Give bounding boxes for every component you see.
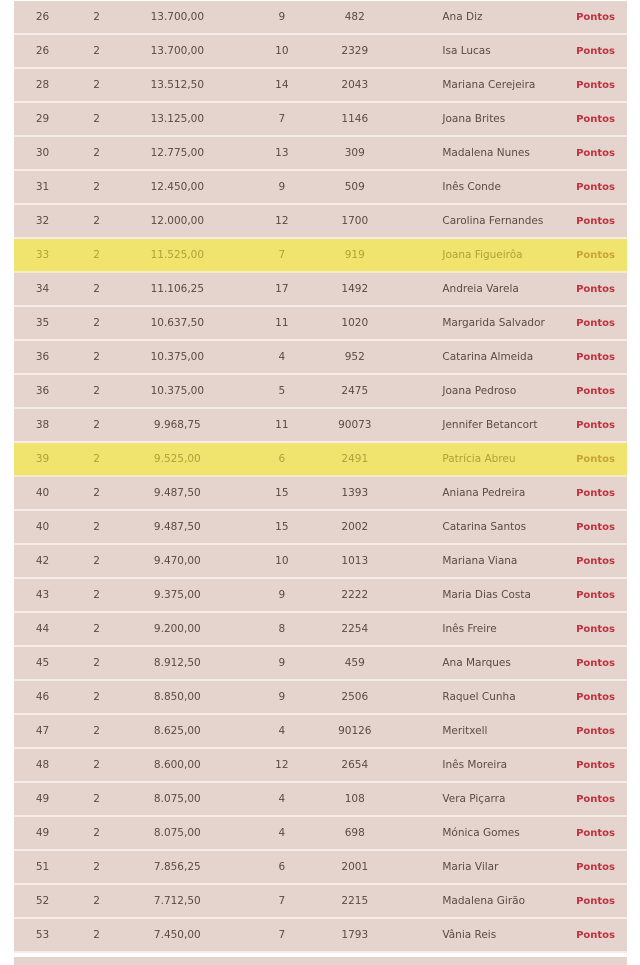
- table-row: [14, 851, 627, 885]
- points-value: 9.968,75: [122, 409, 232, 443]
- points-link-cell: [576, 919, 627, 953]
- tournaments-count: 17: [233, 273, 332, 307]
- points-link-cell: [576, 511, 627, 545]
- ranking-table: [14, 1, 627, 953]
- next-row-partial: [14, 957, 627, 965]
- tournaments-count: 10: [233, 35, 332, 69]
- player-name: Maria Dias Costa: [378, 579, 576, 613]
- points-link-cell: [576, 783, 627, 817]
- tournaments-count: 9: [233, 171, 332, 205]
- category-level: 2: [71, 545, 122, 579]
- player-name: Inês Conde: [378, 171, 576, 205]
- table-row: [14, 579, 627, 613]
- table-row: [14, 103, 627, 137]
- points-link[interactable]: Pontos: [576, 181, 615, 193]
- table-row: [14, 35, 627, 69]
- points-link[interactable]: Pontos: [576, 79, 615, 91]
- tournaments-count: 5: [233, 375, 332, 409]
- points-value: 13.700,00: [122, 1, 232, 35]
- player-id: 108: [331, 783, 378, 817]
- points-value: 8.912,50: [122, 647, 232, 681]
- category-level: 2: [71, 307, 122, 341]
- player-id: 698: [331, 817, 378, 851]
- points-link[interactable]: Pontos: [576, 487, 615, 499]
- points-link-cell: [576, 409, 627, 443]
- rank-position: 51: [14, 851, 71, 885]
- table-row: [14, 307, 627, 341]
- points-value: 12.450,00: [122, 171, 232, 205]
- category-level: 2: [71, 919, 122, 953]
- player-id: 1793: [331, 919, 378, 953]
- rank-position: 30: [14, 137, 71, 171]
- tournaments-count: 4: [233, 715, 332, 749]
- category-level: 2: [71, 273, 122, 307]
- ranking-table-body: [14, 1, 627, 953]
- points-link-cell: [576, 375, 627, 409]
- tournaments-count: 7: [233, 885, 332, 919]
- category-level: 2: [71, 749, 122, 783]
- rank-position: 34: [14, 273, 71, 307]
- rank-position: 32: [14, 205, 71, 239]
- category-level: 2: [71, 35, 122, 69]
- points-link[interactable]: Pontos: [576, 929, 615, 941]
- player-id: 2475: [331, 375, 378, 409]
- rank-position: 29: [14, 103, 71, 137]
- category-level: 2: [71, 647, 122, 681]
- points-link[interactable]: Pontos: [576, 215, 615, 227]
- points-link-cell: [576, 137, 627, 171]
- player-id: 2491: [331, 443, 378, 477]
- table-row-highlighted: [14, 239, 627, 273]
- points-value: 9.487,50: [122, 477, 232, 511]
- points-value: 8.625,00: [122, 715, 232, 749]
- points-link[interactable]: Pontos: [576, 453, 615, 465]
- player-id: 2329: [331, 35, 378, 69]
- points-value: 11.106,25: [122, 273, 232, 307]
- category-level: 2: [71, 681, 122, 715]
- points-link[interactable]: Pontos: [576, 521, 615, 533]
- tournaments-count: 12: [233, 749, 332, 783]
- player-name: Jennifer Betancort: [378, 409, 576, 443]
- category-level: 2: [71, 817, 122, 851]
- player-id: 2215: [331, 885, 378, 919]
- table-row: [14, 171, 627, 205]
- rank-position: 35: [14, 307, 71, 341]
- points-link-cell: [576, 171, 627, 205]
- points-value: 9.470,00: [122, 545, 232, 579]
- points-link-cell: [576, 749, 627, 783]
- category-level: 2: [71, 69, 122, 103]
- points-link[interactable]: Pontos: [576, 725, 615, 737]
- player-name: Carolina Fernandes: [378, 205, 576, 239]
- table-row: [14, 205, 627, 239]
- player-name: Mariana Cerejeira: [378, 69, 576, 103]
- player-id: 482: [331, 1, 378, 35]
- player-name: Joana Pedroso: [378, 375, 576, 409]
- player-name: Catarina Santos: [378, 511, 576, 545]
- points-value: 9.200,00: [122, 613, 232, 647]
- category-level: 2: [71, 477, 122, 511]
- player-id: 919: [331, 239, 378, 273]
- points-link[interactable]: Pontos: [576, 657, 615, 669]
- points-value: 10.637,50: [122, 307, 232, 341]
- rank-position: 36: [14, 375, 71, 409]
- points-link[interactable]: Pontos: [576, 623, 615, 635]
- points-link-cell: [576, 545, 627, 579]
- points-value: 9.525,00: [122, 443, 232, 477]
- tournaments-count: 6: [233, 851, 332, 885]
- points-link[interactable]: Pontos: [576, 895, 615, 907]
- tournaments-count: 4: [233, 341, 332, 375]
- player-name: Andreia Varela: [378, 273, 576, 307]
- rank-position: 43: [14, 579, 71, 613]
- category-level: 2: [71, 443, 122, 477]
- points-link[interactable]: Pontos: [576, 317, 615, 329]
- tournaments-count: 10: [233, 545, 332, 579]
- player-id: 2002: [331, 511, 378, 545]
- rank-position: 39: [14, 443, 71, 477]
- category-level: 2: [71, 885, 122, 919]
- table-row: [14, 783, 627, 817]
- table-row: [14, 647, 627, 681]
- category-level: 2: [71, 137, 122, 171]
- player-id: 2254: [331, 613, 378, 647]
- points-value: 7.712,50: [122, 885, 232, 919]
- player-name: Vera Piçarra: [378, 783, 576, 817]
- table-row: [14, 715, 627, 749]
- tournaments-count: 9: [233, 1, 332, 35]
- points-link-cell: [576, 477, 627, 511]
- rank-position: 52: [14, 885, 71, 919]
- tournaments-count: 15: [233, 511, 332, 545]
- points-value: 8.850,00: [122, 681, 232, 715]
- table-row: [14, 613, 627, 647]
- points-link-cell: [576, 69, 627, 103]
- tournaments-count: 7: [233, 239, 332, 273]
- points-value: 13.700,00: [122, 35, 232, 69]
- points-value: 9.375,00: [122, 579, 232, 613]
- points-link-cell: [576, 273, 627, 307]
- player-name: Isa Lucas: [378, 35, 576, 69]
- category-level: 2: [71, 579, 122, 613]
- rank-position: 40: [14, 511, 71, 545]
- points-link-cell: [576, 239, 627, 273]
- player-id: 1492: [331, 273, 378, 307]
- points-value: 13.125,00: [122, 103, 232, 137]
- player-name: Maria Vilar: [378, 851, 576, 885]
- points-link[interactable]: Pontos: [576, 555, 615, 567]
- tournaments-count: 6: [233, 443, 332, 477]
- rank-position: 42: [14, 545, 71, 579]
- rank-position: 49: [14, 817, 71, 851]
- rank-position: 45: [14, 647, 71, 681]
- category-level: 2: [71, 409, 122, 443]
- player-name: Mónica Gomes: [378, 817, 576, 851]
- tournaments-count: 14: [233, 69, 332, 103]
- player-id: 90073: [331, 409, 378, 443]
- player-id: 1146: [331, 103, 378, 137]
- tournaments-count: 13: [233, 137, 332, 171]
- points-link-cell: [576, 205, 627, 239]
- rank-position: 26: [14, 1, 71, 35]
- player-id: 1393: [331, 477, 378, 511]
- points-link[interactable]: Pontos: [576, 11, 615, 23]
- table-row: [14, 273, 627, 307]
- points-link-cell: [576, 35, 627, 69]
- table-row: [14, 817, 627, 851]
- category-level: 2: [71, 171, 122, 205]
- points-link-cell: [576, 647, 627, 681]
- player-name: Mariana Viana: [378, 545, 576, 579]
- points-link[interactable]: Pontos: [576, 419, 615, 431]
- category-level: 2: [71, 239, 122, 273]
- category-level: 2: [71, 1, 122, 35]
- category-level: 2: [71, 103, 122, 137]
- tournaments-count: 7: [233, 919, 332, 953]
- table-row: [14, 477, 627, 511]
- player-name: Aniana Pedreira: [378, 477, 576, 511]
- tournaments-count: 11: [233, 409, 332, 443]
- category-level: 2: [71, 613, 122, 647]
- points-value: 8.075,00: [122, 817, 232, 851]
- points-value: 10.375,00: [122, 341, 232, 375]
- player-id: 2506: [331, 681, 378, 715]
- player-name: Joana Brites: [378, 103, 576, 137]
- rank-position: 49: [14, 783, 71, 817]
- category-level: 2: [71, 511, 122, 545]
- points-link[interactable]: Pontos: [576, 147, 615, 159]
- rank-position: 26: [14, 35, 71, 69]
- rank-position: 47: [14, 715, 71, 749]
- points-link-cell: [576, 103, 627, 137]
- points-link-cell: [576, 1, 627, 35]
- points-value: 12.000,00: [122, 205, 232, 239]
- tournaments-count: 15: [233, 477, 332, 511]
- table-row: [14, 511, 627, 545]
- rank-position: 48: [14, 749, 71, 783]
- points-link[interactable]: Pontos: [576, 691, 615, 703]
- rank-position: 46: [14, 681, 71, 715]
- points-value: 8.600,00: [122, 749, 232, 783]
- player-id: 459: [331, 647, 378, 681]
- category-level: 2: [71, 783, 122, 817]
- points-link[interactable]: Pontos: [576, 861, 615, 873]
- points-link[interactable]: Pontos: [576, 113, 615, 125]
- player-name: Vânia Reis: [378, 919, 576, 953]
- points-link-cell: [576, 579, 627, 613]
- category-level: 2: [71, 375, 122, 409]
- points-link-cell: [576, 817, 627, 851]
- points-link[interactable]: Pontos: [576, 793, 615, 805]
- player-name: Ana Marques: [378, 647, 576, 681]
- player-id: 1700: [331, 205, 378, 239]
- points-value: 10.375,00: [122, 375, 232, 409]
- rank-position: 44: [14, 613, 71, 647]
- tournaments-count: 8: [233, 613, 332, 647]
- points-link-cell: [576, 681, 627, 715]
- points-link[interactable]: Pontos: [576, 759, 615, 771]
- player-id: 2001: [331, 851, 378, 885]
- table-row: [14, 749, 627, 783]
- rank-position: 40: [14, 477, 71, 511]
- points-link[interactable]: Pontos: [576, 385, 615, 397]
- points-link-cell: [576, 341, 627, 375]
- points-link[interactable]: Pontos: [576, 283, 615, 295]
- table-row: [14, 375, 627, 409]
- tournaments-count: 12: [233, 205, 332, 239]
- player-id: 509: [331, 171, 378, 205]
- points-link[interactable]: Pontos: [576, 351, 615, 363]
- points-value: 9.487,50: [122, 511, 232, 545]
- player-id: 2654: [331, 749, 378, 783]
- player-name: Patrícia Abreu: [378, 443, 576, 477]
- tournaments-count: 11: [233, 307, 332, 341]
- category-level: 2: [71, 205, 122, 239]
- points-link-cell: [576, 851, 627, 885]
- points-link-cell: [576, 613, 627, 647]
- points-link[interactable]: Pontos: [576, 827, 615, 839]
- table-row: [14, 409, 627, 443]
- points-link-cell: [576, 715, 627, 749]
- player-id: 309: [331, 137, 378, 171]
- player-id: 2222: [331, 579, 378, 613]
- player-name: Meritxell: [378, 715, 576, 749]
- rank-position: 36: [14, 341, 71, 375]
- player-name: Catarina Almeida: [378, 341, 576, 375]
- points-value: 8.075,00: [122, 783, 232, 817]
- table-row: [14, 341, 627, 375]
- table-row-highlighted: [14, 443, 627, 477]
- points-link-cell: [576, 885, 627, 919]
- category-level: 2: [71, 851, 122, 885]
- player-name: Madalena Nunes: [378, 137, 576, 171]
- points-link[interactable]: Pontos: [576, 589, 615, 601]
- player-name: Inês Freire: [378, 613, 576, 647]
- player-name: Raquel Cunha: [378, 681, 576, 715]
- player-id: 1013: [331, 545, 378, 579]
- points-value: 13.512,50: [122, 69, 232, 103]
- table-row: [14, 919, 627, 953]
- player-id: 90126: [331, 715, 378, 749]
- player-name: Margarida Salvador: [378, 307, 576, 341]
- points-value: 11.525,00: [122, 239, 232, 273]
- tournaments-count: 9: [233, 681, 332, 715]
- table-row: [14, 137, 627, 171]
- category-level: 2: [71, 715, 122, 749]
- table-row: [14, 885, 627, 919]
- tournaments-count: 9: [233, 579, 332, 613]
- points-value: 7.856,25: [122, 851, 232, 885]
- player-name: Joana Figueirôa: [378, 239, 576, 273]
- category-level: 2: [71, 341, 122, 375]
- points-value: 7.450,00: [122, 919, 232, 953]
- rank-position: 53: [14, 919, 71, 953]
- tournaments-count: 4: [233, 817, 332, 851]
- rank-position: 31: [14, 171, 71, 205]
- table-row: [14, 681, 627, 715]
- player-id: 1020: [331, 307, 378, 341]
- player-name: Inês Moreira: [378, 749, 576, 783]
- tournaments-count: 9: [233, 647, 332, 681]
- table-row: [14, 545, 627, 579]
- points-link-cell: [576, 307, 627, 341]
- points-link[interactable]: Pontos: [576, 249, 615, 261]
- table-row: [14, 69, 627, 103]
- points-link-cell: [576, 443, 627, 477]
- player-id: 952: [331, 341, 378, 375]
- tournaments-count: 4: [233, 783, 332, 817]
- rank-position: 38: [14, 409, 71, 443]
- points-link[interactable]: Pontos: [576, 45, 615, 57]
- table-row: [14, 1, 627, 35]
- player-name: Ana Diz: [378, 1, 576, 35]
- rank-position: 33: [14, 239, 71, 273]
- player-name: Madalena Girão: [378, 885, 576, 919]
- points-value: 12.775,00: [122, 137, 232, 171]
- tournaments-count: 7: [233, 103, 332, 137]
- rank-position: 28: [14, 69, 71, 103]
- player-id: 2043: [331, 69, 378, 103]
